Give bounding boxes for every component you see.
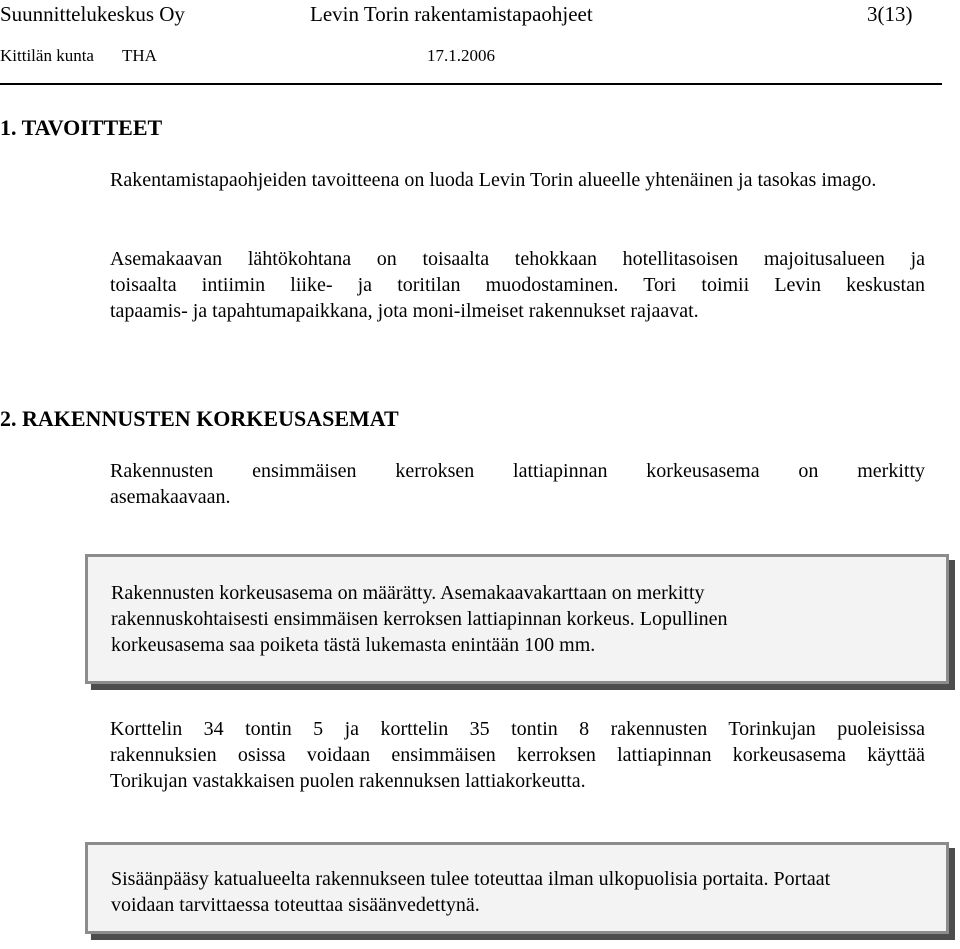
- regulation-box-height: [85, 554, 949, 684]
- section1-paragraph-2-line-3: tapaamis- ja tapahtumapaikkana, jota moni-ilmeiset rakennukset rajaavat.: [110, 300, 699, 322]
- header-municipality: Kittilän kunta: [0, 46, 94, 65]
- regulation-box-entrance: [85, 842, 949, 934]
- section2-paragraph-1-line-1: Rakennusten ensimmäisen kerroksen lattiapinnan korkeusasema on merkitty: [110, 460, 925, 482]
- section2-heading: 2. RAKENNUSTEN KORKEUSASEMAT: [0, 406, 399, 431]
- regulation-box-entrance-text: Sisäänpääsy katualueelta rakennukseen tulee toteuttaa ilman ulkopuolisia portaita. Portaat voidaan tarvittaessa toteuttaa sisäänvedettynä.: [111, 868, 831, 916]
- section2-paragraph-1-line-2: asemakaavaan.: [110, 486, 231, 508]
- section2-paragraph-2-line-3: Torikujan vastakkaisen puolen rakennuksen lattiakorkeutta.: [110, 770, 586, 792]
- header-page-number: 3(13): [867, 2, 913, 26]
- section1-paragraph-2-line-1: Asemakaavan lähtökohtana on toisaalta tehokkaan hotellitasoisen majoitusalueen ja: [110, 248, 925, 270]
- header-dept: THA: [122, 46, 157, 65]
- header-divider: [0, 83, 942, 85]
- header-doc-title: Levin Torin rakentamistapaohjeet: [310, 2, 593, 26]
- section1-heading: 1. TAVOITTEET: [0, 115, 163, 140]
- regulation-box-height-text: Rakennusten korkeusasema on määrätty. Asemakaavakarttaan on merkitty rakennuskohtaisesti ensimmäisen kerroksen lattiapinnan korkeus. Lopullinen korkeusasema saa poiketa tästä lukemasta enintään 100 mm.: [111, 582, 728, 656]
- section2-paragraph-2-line-2: rakennuksien osissa voidaan ensimmäisen kerroksen lattiapinnan korkeusasema käyttää: [110, 744, 925, 766]
- section1-paragraph-2-line-2: toisaalta intiimin liike- ja toritilan muodostaminen. Tori toimii Levin keskustan: [110, 274, 925, 296]
- section1-paragraph-1: Rakentamistapaohjeiden tavoitteena on luoda Levin Torin alueelle yhtenäinen ja tasokas imago.: [110, 169, 877, 191]
- header-company: Suunnittelukeskus Oy: [0, 2, 185, 26]
- section2-paragraph-2-line-1: Korttelin 34 tontin 5 ja korttelin 35 tontin 8 rakennusten Torinkujan puoleisissa: [110, 718, 925, 740]
- header-date: 17.1.2006: [427, 46, 495, 65]
